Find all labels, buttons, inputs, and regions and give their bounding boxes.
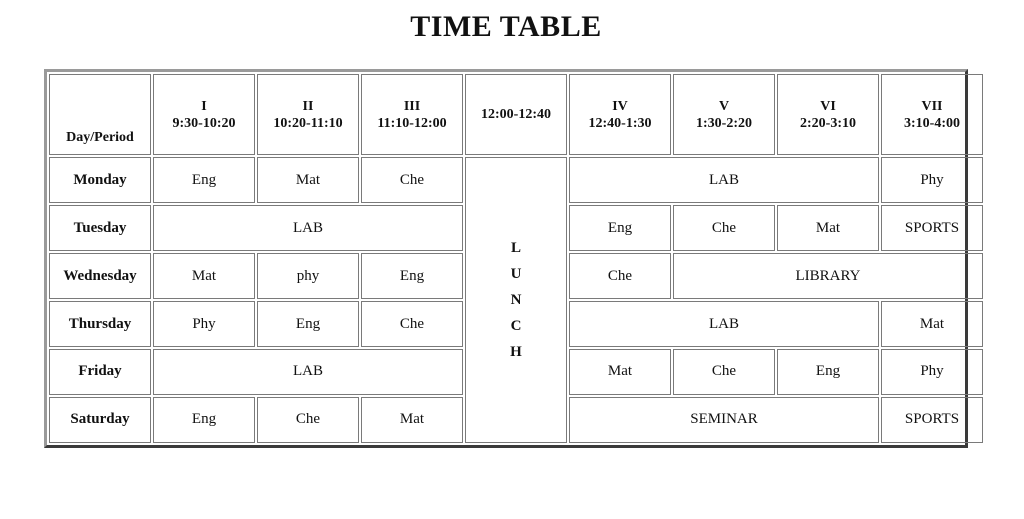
day-cell: Thursday bbox=[49, 301, 151, 347]
header-period-2 bbox=[257, 74, 359, 155]
lunch-letter: U bbox=[510, 266, 522, 283]
period-numeral: III bbox=[403, 98, 421, 114]
subject-cell: Mat bbox=[777, 205, 879, 251]
subject-cell: SEMINAR bbox=[569, 397, 879, 443]
subject-cell: LAB bbox=[569, 157, 879, 203]
header-period-5 bbox=[673, 74, 775, 155]
period-time: 12:40-1:30 bbox=[588, 115, 652, 131]
subject-cell: Mat bbox=[257, 157, 359, 203]
subject-cell: Eng bbox=[153, 397, 255, 443]
subject-cell: phy bbox=[257, 253, 359, 299]
period-numeral: I bbox=[201, 98, 207, 114]
day-cell: Wednesday bbox=[49, 253, 151, 299]
subject-cell: LAB bbox=[153, 349, 463, 395]
lunch-letter: N bbox=[510, 292, 522, 309]
header-row bbox=[49, 74, 983, 155]
header-lunch-time bbox=[465, 74, 567, 155]
subject-cell: Eng bbox=[153, 157, 255, 203]
day-cell: Friday bbox=[49, 349, 151, 395]
subject-cell: Che bbox=[673, 349, 775, 395]
subject-cell: Mat bbox=[881, 301, 983, 347]
period-numeral: VII bbox=[921, 98, 943, 114]
subject-cell: Eng bbox=[257, 301, 359, 347]
header-period-3 bbox=[361, 74, 463, 155]
period-numeral: IV bbox=[612, 98, 628, 114]
period-numeral: V bbox=[718, 98, 730, 114]
period-numeral: II bbox=[302, 98, 314, 114]
period-time: 12:00-12:40 bbox=[481, 107, 551, 123]
row-monday bbox=[49, 157, 983, 203]
subject-cell: Mat bbox=[153, 253, 255, 299]
timetable-frame bbox=[44, 69, 968, 448]
subject-cell: Phy bbox=[881, 157, 983, 203]
day-cell: Saturday bbox=[49, 397, 151, 443]
lunch-cell bbox=[465, 157, 567, 443]
header-day-period bbox=[49, 74, 151, 155]
day-cell: Tuesday bbox=[49, 205, 151, 251]
subject-cell: SPORTS bbox=[881, 205, 983, 251]
subject-cell: Che bbox=[673, 205, 775, 251]
lunch-letter: C bbox=[510, 318, 522, 335]
subject-cell: Phy bbox=[153, 301, 255, 347]
period-numeral: VI bbox=[820, 98, 836, 114]
period-time: 1:30-2:20 bbox=[696, 115, 752, 131]
lunch-letter: H bbox=[510, 344, 522, 361]
subject-cell: Eng bbox=[569, 205, 671, 251]
subject-cell: Mat bbox=[569, 349, 671, 395]
timetable bbox=[47, 72, 985, 445]
header-period-4 bbox=[569, 74, 671, 155]
period-time: 3:10-4:00 bbox=[904, 115, 960, 131]
subject-cell: LIBRARY bbox=[673, 253, 983, 299]
period-time: 2:20-3:10 bbox=[800, 115, 856, 131]
subject-cell: SPORTS bbox=[881, 397, 983, 443]
subject-cell: Eng bbox=[361, 253, 463, 299]
subject-cell: Che bbox=[569, 253, 671, 299]
subject-cell: Mat bbox=[361, 397, 463, 443]
subject-cell: Che bbox=[361, 157, 463, 203]
header-period-6 bbox=[777, 74, 879, 155]
page-title: TIME TABLE bbox=[410, 10, 602, 43]
subject-cell: Eng bbox=[777, 349, 879, 395]
header-period-7 bbox=[881, 74, 983, 155]
period-time: 11:10-12:00 bbox=[377, 115, 447, 131]
period-time: 10:20-11:10 bbox=[273, 115, 343, 131]
day-cell: Monday bbox=[49, 157, 151, 203]
subject-cell: Che bbox=[361, 301, 463, 347]
header-period-1 bbox=[153, 74, 255, 155]
subject-cell: Che bbox=[257, 397, 359, 443]
subject-cell: Phy bbox=[881, 349, 983, 395]
subject-cell: LAB bbox=[569, 301, 879, 347]
header-day-period-label: Day/Period bbox=[66, 130, 134, 146]
lunch-letter: L bbox=[510, 240, 521, 257]
period-time: 9:30-10:20 bbox=[172, 115, 236, 131]
subject-cell: LAB bbox=[153, 205, 463, 251]
